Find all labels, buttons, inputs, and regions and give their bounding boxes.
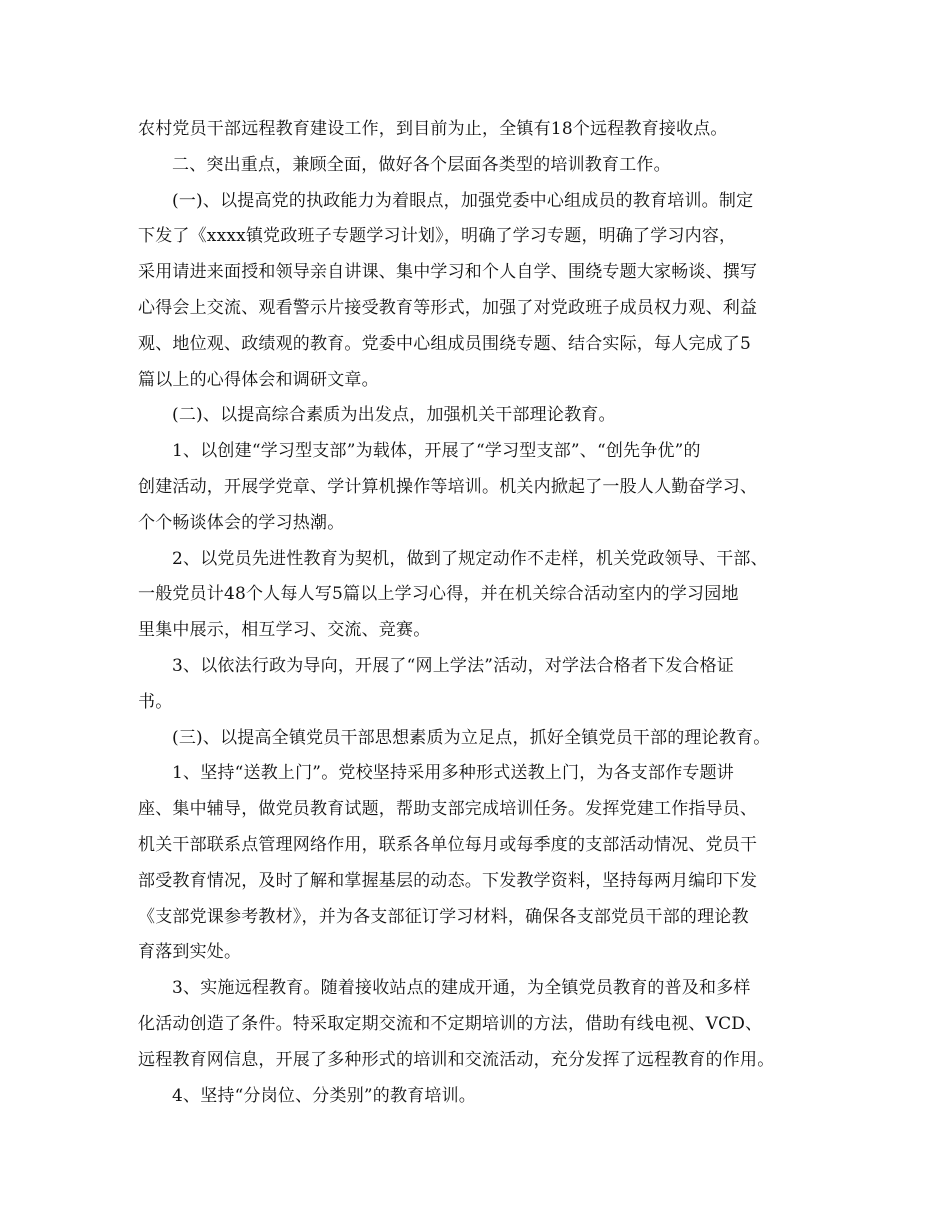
text-line: 一般党员计48个人每人写5篇以上学习心得，并在机关综合活动室内的学习园地: [138, 584, 739, 605]
text-line: 书。: [138, 691, 173, 712]
document-page: [138, 112, 828, 1114]
text-line: 心得会上交流、观看警示片接受教育等形式，加强了对党政班子成员权力观、利益: [138, 297, 758, 318]
text-line: 远程教育网信息，开展了多种形式的培训和交流活动，充分发挥了远程教育的作用。: [138, 1049, 775, 1070]
paragraph-start: 3、实施远程教育。随着接收站点的建成开通，为全镇党员教育的普及和多样: [172, 978, 751, 999]
paragraph-start: 2、以党员先进性教育为契机，做到了规定动作不走样，机关党政领导、干部、: [172, 548, 768, 569]
text-line: 农村党员干部远程教育建设工作，到目前为止，全镇有18个远程教育接收点。: [138, 119, 728, 139]
text-line: 化活动创造了条件。特采取定期交流和不定期培训的方法，借助有线电视、VCD、: [138, 1013, 763, 1034]
text-line: 里集中展示，相互学习、交流、竞赛。: [138, 620, 431, 641]
paragraph-start: 1、以创建“学习型支部”为载体，开展了“学习型支部”、“创先争优”的: [172, 441, 701, 462]
text-line: 《支部党课参考教材》，并为各支部征订学习材料，确保各支部党员干部的理论教: [138, 906, 749, 927]
subsection-heading: (三)、以提高全镇党员干部思想素质为立足点，抓好全镇党员干部的理论教育。: [172, 727, 771, 748]
paragraph-start: 4、坚持“分岗位、分类别”的教育培训。: [172, 1085, 476, 1106]
text-line: 观、地位观、政绩观的教育。党委中心组成员围绕专题、结合实际，每人完成了5: [138, 333, 752, 354]
subsection-heading: (二)、以提高综合素质为出发点，加强机关干部理论教育。: [172, 405, 616, 426]
text-line: 座、集中辅导，做党员教育试题，帮助支部完成培训任务。发挥党建工作指导员、: [138, 799, 758, 820]
text-line: 创建活动，开展学党章、学计算机操作等培训。机关内掀起了一股人人勤奋学习、: [138, 476, 758, 497]
text-line: 机关干部联系点管理网络作用，联系各单位每月或每季度的支部活动情况、党员干: [138, 834, 758, 855]
text-line: 育落到实处。: [138, 942, 242, 963]
section-heading: 二、突出重点，兼顾全面，做好各个层面各类型的培训教育工作。: [172, 154, 671, 175]
paragraph-start: 3、以依法行政为导向，开展了“网上学法”活动，对学法合格者下发合格证: [172, 655, 734, 676]
paragraph-start: 1、坚持“送教上门”。党校坚持采用多种形式送教上门，为各支部作专题讲: [172, 763, 734, 784]
text-line: 下发了《xxxx镇党政班子专题学习计划》，明确了学习专题，明确了学习内容，: [138, 226, 737, 247]
text-line: 篇以上的心得体会和调研文章。: [138, 369, 379, 390]
text-line: 个个畅谈体会的学习热潮。: [138, 512, 345, 533]
text-line: 部受教育情况，及时了解和掌握基层的动态。下发教学资料，坚持每两月编印下发: [138, 870, 758, 891]
text-line: 采用请进来面授和领导亲自讲课、集中学习和个人自学、围绕专题大家畅谈、撰写: [138, 262, 758, 283]
subsection-heading: (一)、以提高党的执政能力为着眼点，加强党委中心组成员的教育培训。制定: [172, 190, 754, 211]
